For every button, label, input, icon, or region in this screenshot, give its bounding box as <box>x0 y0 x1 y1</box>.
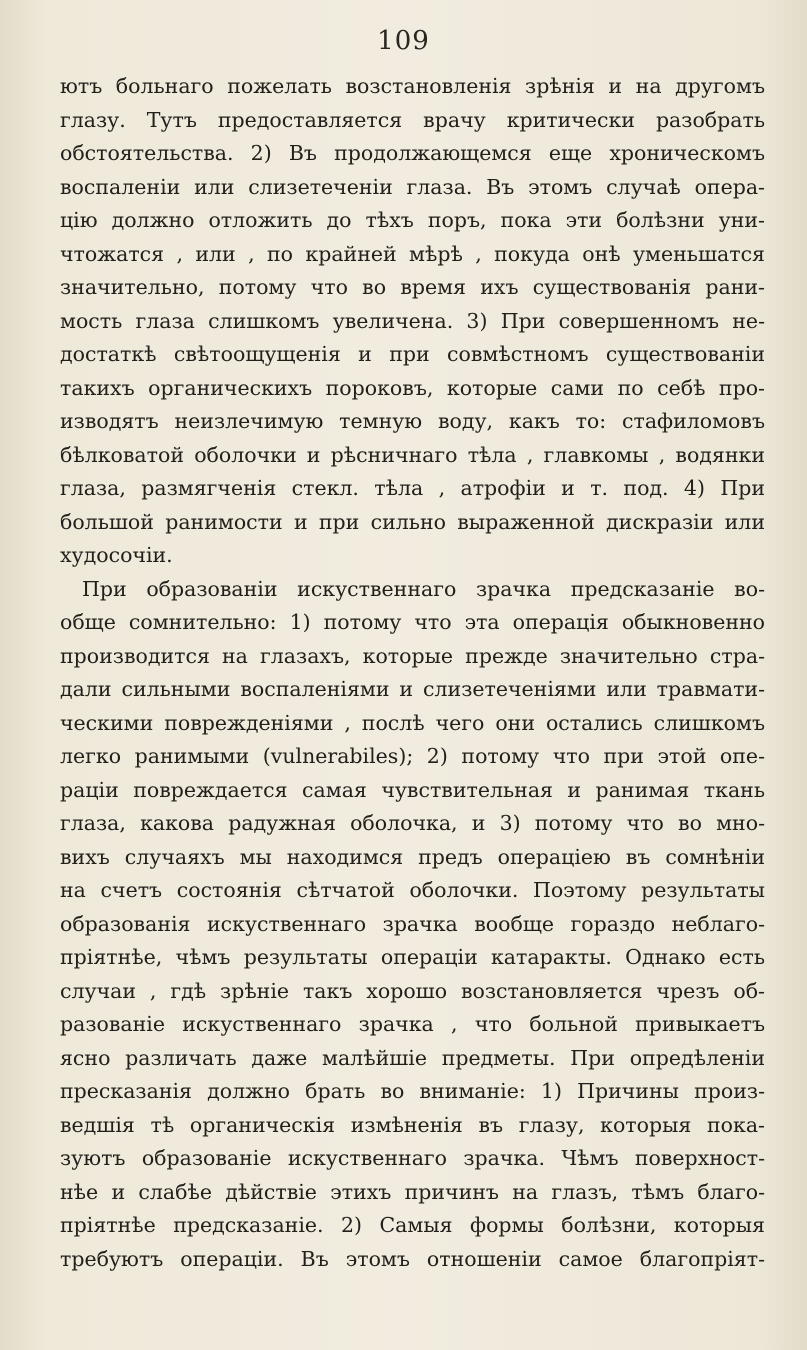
text-line: зуютъ образованіе искуственнаго зрачка. Чѣмъ поверхност- <box>60 1146 765 1170</box>
text-line: нѣе и слабѣе дѣйствіе этихъ причинъ на глазъ, тѣмъ благо- <box>60 1179 765 1204</box>
text-line: вихъ случаяхъ мы находимся предъ операціею въ сомнѣніи <box>60 844 765 869</box>
page-number: 109 <box>377 26 430 56</box>
text-line: ведшія тѣ органическія измѣненія въ глазу, которыя пока- <box>60 1112 765 1137</box>
text-line: производится на глазахъ, которые прежде значительно стра- <box>60 643 765 668</box>
text-line: ясно различать даже малѣйшіе предметы. При опредѣленіи <box>60 1045 765 1070</box>
text-line: ческими поврежденіями , послѣ чего они остались слишкомъ <box>60 710 765 735</box>
text-line: изводятъ неизлечимую темную воду, какъ то: стафиломовъ <box>60 409 765 433</box>
text-line: обще сомнительно: 1) потому что эта операція обыкновенно <box>60 610 765 634</box>
text-line: дали сильными воспаленіями и слизетеченіями или травмати- <box>60 677 765 701</box>
text-line: ютъ больнаго пожелать возстановленія зрѣнія и на другомъ <box>60 74 765 98</box>
text-line: значительно, потому что во время ихъ существованія рани- <box>60 275 765 299</box>
text-line: легко ранимыми (vulnerabiles); 2) потому что при этой опе- <box>60 744 765 768</box>
text-line: цію должно отложить до тѣхъ поръ, пока эти болѣзни уни- <box>60 208 765 232</box>
text-line: обстоятельства. 2) Въ продолжающемся еще хроническомъ <box>60 141 765 165</box>
text-line: пріятнѣе предсказаніе. 2) Самыя формы болѣзни, которыя <box>60 1213 765 1237</box>
text-line: большой ранимости и при сильно выраженной дискразіи или <box>60 509 765 534</box>
text-line: худосочіи. <box>60 543 173 567</box>
text-line: мость глаза слишкомъ увеличена. 3) При совершенномъ не- <box>60 308 765 333</box>
text-line: разованіе искуственнаго зрачка , что больной привыкаетъ <box>60 1012 765 1036</box>
text-line: раціи повреждается самая чувствительная и ранимая ткань <box>60 777 765 802</box>
text-line: глазу. Тутъ предоставляется врачу критически разобрать <box>60 107 765 132</box>
text-line: глаза, какова радужная оболочка, и 3) потому что во мно- <box>60 811 765 835</box>
text-line: требуютъ операціи. Въ этомъ отношеніи самое благопріят- <box>60 1246 765 1271</box>
page-text <box>60 70 765 1276</box>
text-line: случаи , гдѣ зрѣніе такъ хорошо возстановляется чрезъ об- <box>60 978 765 1003</box>
text-line: При образованіи искуственнаго зрачка предсказаніе во- <box>82 576 765 601</box>
text-line: пресказанія должно брать во вниманіе: 1) Причины произ- <box>60 1079 765 1103</box>
text-line: образованія искуственнаго зрачка вообще гораздо неблаго- <box>60 911 765 936</box>
text-line: на счетъ состоянія сѣтчатой оболочки. Поэтому результаты <box>60 878 765 902</box>
text-line: достаткѣ свѣтоощущенія и при совмѣстномъ существованіи <box>60 342 765 366</box>
text-line: пріятнѣе, чѣмъ результаты операціи катаракты. Однако есть <box>60 945 765 969</box>
text-line: воспаленіи или слизетеченіи глаза. Въ этомъ случаѣ опера- <box>60 174 765 199</box>
text-line: чтожатся , или , по крайней мѣрѣ , покуда онѣ уменьшатся <box>60 241 765 266</box>
text-line: такихъ органическихъ пороковъ, которые сами по себѣ про- <box>60 375 765 400</box>
text-line: бѣлковатой оболочки и рѣсничнаго тѣла , главкомы , водянки <box>60 442 765 467</box>
text-line: глаза, размягченія стекл. тѣла , атрофіи и т. под. 4) При <box>60 476 765 500</box>
